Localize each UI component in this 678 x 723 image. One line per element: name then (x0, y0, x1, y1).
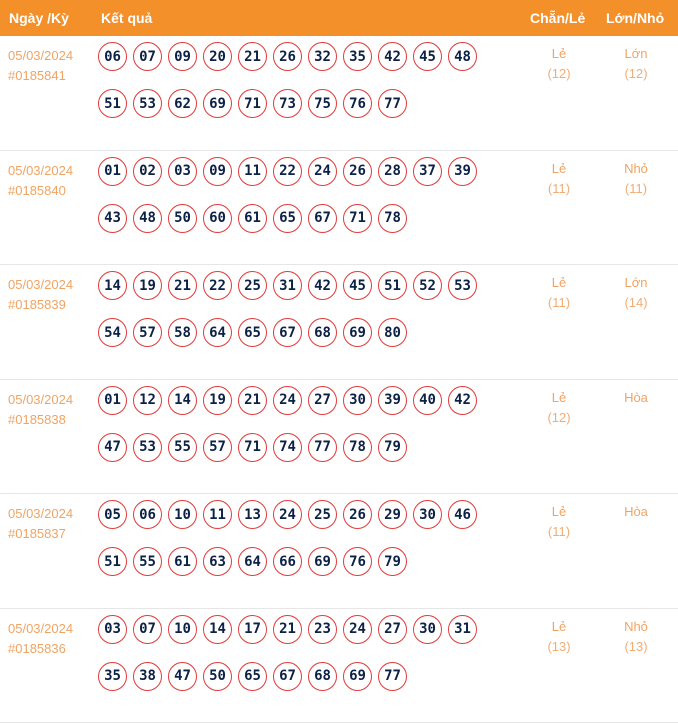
number-ball: 55 (133, 547, 162, 576)
odd-even-count: (11) (534, 293, 584, 313)
number-ball: 24 (273, 386, 302, 415)
number-ball: 50 (168, 204, 197, 233)
number-ball: 38 (133, 662, 162, 691)
number-ball: 45 (343, 271, 372, 300)
number-ball: 21 (238, 42, 267, 71)
number-ball: 77 (378, 89, 407, 118)
number-ball: 26 (343, 157, 372, 186)
number-ball: 45 (413, 42, 442, 71)
number-ball: 10 (168, 615, 197, 644)
number-ball: 71 (238, 433, 267, 462)
number-ball: 64 (203, 318, 232, 347)
number-ball: 52 (413, 271, 442, 300)
odd-even-cell (534, 388, 584, 428)
number-ball: 66 (273, 547, 302, 576)
big-small-count: (14) (610, 293, 662, 313)
big-small-result: Nhỏ (610, 159, 662, 179)
number-ball: 27 (308, 386, 337, 415)
number-ball: 28 (378, 157, 407, 186)
number-ball: 51 (98, 547, 127, 576)
number-ball: 46 (448, 500, 477, 529)
number-ball: 05 (98, 500, 127, 529)
number-ball: 54 (98, 318, 127, 347)
number-ball: 57 (133, 318, 162, 347)
draw-date[interactable]: 05/03/2024 (8, 504, 73, 524)
table-header (0, 0, 678, 36)
result-balls (98, 271, 480, 347)
date-column-header: Ngày /Kỳ (9, 10, 69, 26)
number-ball: 61 (168, 547, 197, 576)
big-small-result: Hòa (610, 502, 662, 522)
number-ball: 24 (343, 615, 372, 644)
odd-even-result: Lẻ (534, 502, 584, 522)
number-ball: 11 (238, 157, 267, 186)
big-small-result: Nhỏ (610, 617, 662, 637)
number-ball: 53 (133, 89, 162, 118)
number-ball: 42 (448, 386, 477, 415)
number-ball: 01 (98, 386, 127, 415)
number-ball: 71 (238, 89, 267, 118)
result-balls (98, 615, 480, 691)
draw-row (0, 151, 678, 266)
number-ball: 75 (308, 89, 337, 118)
odd-even-cell (534, 273, 584, 313)
big-small-count: (11) (610, 179, 662, 199)
number-ball: 51 (378, 271, 407, 300)
number-ball: 07 (133, 42, 162, 71)
odd-even-count: (13) (534, 637, 584, 657)
big-small-result: Lớn (610, 44, 662, 64)
number-ball: 39 (378, 386, 407, 415)
big-small-cell (610, 159, 662, 199)
big-small-cell (610, 502, 662, 522)
number-ball: 53 (448, 271, 477, 300)
odd-even-column-header: Chẵn/Lẻ (530, 10, 585, 26)
number-ball: 03 (98, 615, 127, 644)
draw-id[interactable]: #0185836 (8, 639, 73, 659)
big-small-cell (610, 617, 662, 657)
number-ball: 37 (413, 157, 442, 186)
draw-row (0, 609, 678, 723)
draw-results-list (0, 36, 678, 723)
number-ball: 42 (308, 271, 337, 300)
odd-even-result: Lẻ (534, 159, 584, 179)
big-small-cell (610, 273, 662, 313)
big-small-count: (12) (610, 64, 662, 84)
number-ball: 65 (273, 204, 302, 233)
number-ball: 06 (98, 42, 127, 71)
draw-date-cell[interactable] (8, 619, 73, 659)
number-ball: 74 (273, 433, 302, 462)
number-ball: 30 (343, 386, 372, 415)
number-ball: 57 (203, 433, 232, 462)
number-ball: 22 (273, 157, 302, 186)
draw-date-cell[interactable] (8, 504, 73, 544)
odd-even-count: (12) (534, 408, 584, 428)
number-ball: 67 (273, 662, 302, 691)
number-ball: 09 (203, 157, 232, 186)
number-ball: 42 (378, 42, 407, 71)
odd-even-result: Lẻ (534, 617, 584, 637)
number-ball: 68 (308, 662, 337, 691)
odd-even-count: (11) (534, 179, 584, 199)
number-ball: 63 (203, 547, 232, 576)
number-ball: 35 (343, 42, 372, 71)
number-ball: 02 (133, 157, 162, 186)
number-ball: 60 (203, 204, 232, 233)
number-ball: 53 (133, 433, 162, 462)
number-ball: 24 (273, 500, 302, 529)
result-balls (98, 386, 480, 462)
number-ball: 65 (238, 318, 267, 347)
draw-row (0, 494, 678, 609)
number-ball: 14 (203, 615, 232, 644)
number-ball: 48 (133, 204, 162, 233)
number-ball: 32 (308, 42, 337, 71)
draw-date-cell[interactable] (8, 161, 73, 201)
number-ball: 80 (378, 318, 407, 347)
big-small-count: (13) (610, 637, 662, 657)
number-ball: 40 (413, 386, 442, 415)
number-ball: 51 (98, 89, 127, 118)
draw-id[interactable]: #0185838 (8, 410, 73, 430)
number-ball: 39 (448, 157, 477, 186)
draw-id[interactable]: #0185841 (8, 66, 73, 86)
number-ball: 21 (168, 271, 197, 300)
number-ball: 67 (308, 204, 337, 233)
number-ball: 73 (273, 89, 302, 118)
number-ball: 27 (378, 615, 407, 644)
number-ball: 06 (133, 500, 162, 529)
draw-row (0, 380, 678, 495)
number-ball: 12 (133, 386, 162, 415)
big-small-result: Hòa (610, 388, 662, 408)
number-ball: 10 (168, 500, 197, 529)
number-ball: 61 (238, 204, 267, 233)
number-ball: 01 (98, 157, 127, 186)
number-ball: 25 (308, 500, 337, 529)
number-ball: 76 (343, 547, 372, 576)
number-ball: 65 (238, 662, 267, 691)
number-ball: 31 (448, 615, 477, 644)
result-balls (98, 500, 480, 576)
odd-even-result: Lẻ (534, 273, 584, 293)
odd-even-cell (534, 44, 584, 84)
number-ball: 43 (98, 204, 127, 233)
number-ball: 69 (203, 89, 232, 118)
number-ball: 26 (343, 500, 372, 529)
number-ball: 21 (273, 615, 302, 644)
number-ball: 23 (308, 615, 337, 644)
odd-even-result: Lẻ (534, 388, 584, 408)
number-ball: 21 (238, 386, 267, 415)
draw-id[interactable]: #0185837 (8, 524, 73, 544)
number-ball: 30 (413, 500, 442, 529)
odd-even-cell (534, 159, 584, 199)
number-ball: 78 (343, 433, 372, 462)
draw-date[interactable]: 05/03/2024 (8, 46, 73, 66)
odd-even-cell (534, 617, 584, 657)
draw-id[interactable]: #0185839 (8, 295, 73, 315)
odd-even-result: Lẻ (534, 44, 584, 64)
big-small-column-header: Lớn/Nhỏ (606, 10, 664, 26)
number-ball: 69 (343, 662, 372, 691)
draw-row (0, 265, 678, 380)
big-small-result: Lớn (610, 273, 662, 293)
big-small-cell (610, 44, 662, 84)
result-balls (98, 42, 480, 118)
number-ball: 11 (203, 500, 232, 529)
draw-date-cell[interactable] (8, 275, 73, 315)
number-ball: 14 (168, 386, 197, 415)
number-ball: 69 (308, 547, 337, 576)
draw-date-cell[interactable] (8, 390, 73, 430)
number-ball: 25 (238, 271, 267, 300)
number-ball: 20 (203, 42, 232, 71)
number-ball: 77 (308, 433, 337, 462)
number-ball: 31 (273, 271, 302, 300)
number-ball: 58 (168, 318, 197, 347)
number-ball: 14 (98, 271, 127, 300)
draw-date-cell[interactable] (8, 46, 73, 86)
number-ball: 22 (203, 271, 232, 300)
number-ball: 48 (448, 42, 477, 71)
number-ball: 07 (133, 615, 162, 644)
big-small-cell (610, 388, 662, 408)
number-ball: 17 (238, 615, 267, 644)
draw-date[interactable]: 05/03/2024 (8, 390, 73, 410)
draw-date[interactable]: 05/03/2024 (8, 161, 73, 181)
draw-date[interactable]: 05/03/2024 (8, 619, 73, 639)
number-ball: 13 (238, 500, 267, 529)
number-ball: 29 (378, 500, 407, 529)
draw-row (0, 36, 678, 151)
draw-date[interactable]: 05/03/2024 (8, 275, 73, 295)
number-ball: 30 (413, 615, 442, 644)
number-ball: 64 (238, 547, 267, 576)
odd-even-count: (11) (534, 522, 584, 542)
number-ball: 62 (168, 89, 197, 118)
number-ball: 69 (343, 318, 372, 347)
number-ball: 68 (308, 318, 337, 347)
number-ball: 47 (98, 433, 127, 462)
number-ball: 55 (168, 433, 197, 462)
number-ball: 76 (343, 89, 372, 118)
number-ball: 24 (308, 157, 337, 186)
number-ball: 35 (98, 662, 127, 691)
number-ball: 79 (378, 433, 407, 462)
result-balls (98, 157, 480, 233)
number-ball: 26 (273, 42, 302, 71)
result-column-header: Kết quả (101, 10, 152, 26)
number-ball: 77 (378, 662, 407, 691)
number-ball: 78 (378, 204, 407, 233)
number-ball: 03 (168, 157, 197, 186)
number-ball: 79 (378, 547, 407, 576)
number-ball: 19 (133, 271, 162, 300)
odd-even-count: (12) (534, 64, 584, 84)
number-ball: 47 (168, 662, 197, 691)
number-ball: 71 (343, 204, 372, 233)
number-ball: 67 (273, 318, 302, 347)
draw-id[interactable]: #0185840 (8, 181, 73, 201)
number-ball: 50 (203, 662, 232, 691)
odd-even-cell (534, 502, 584, 542)
number-ball: 09 (168, 42, 197, 71)
number-ball: 19 (203, 386, 232, 415)
